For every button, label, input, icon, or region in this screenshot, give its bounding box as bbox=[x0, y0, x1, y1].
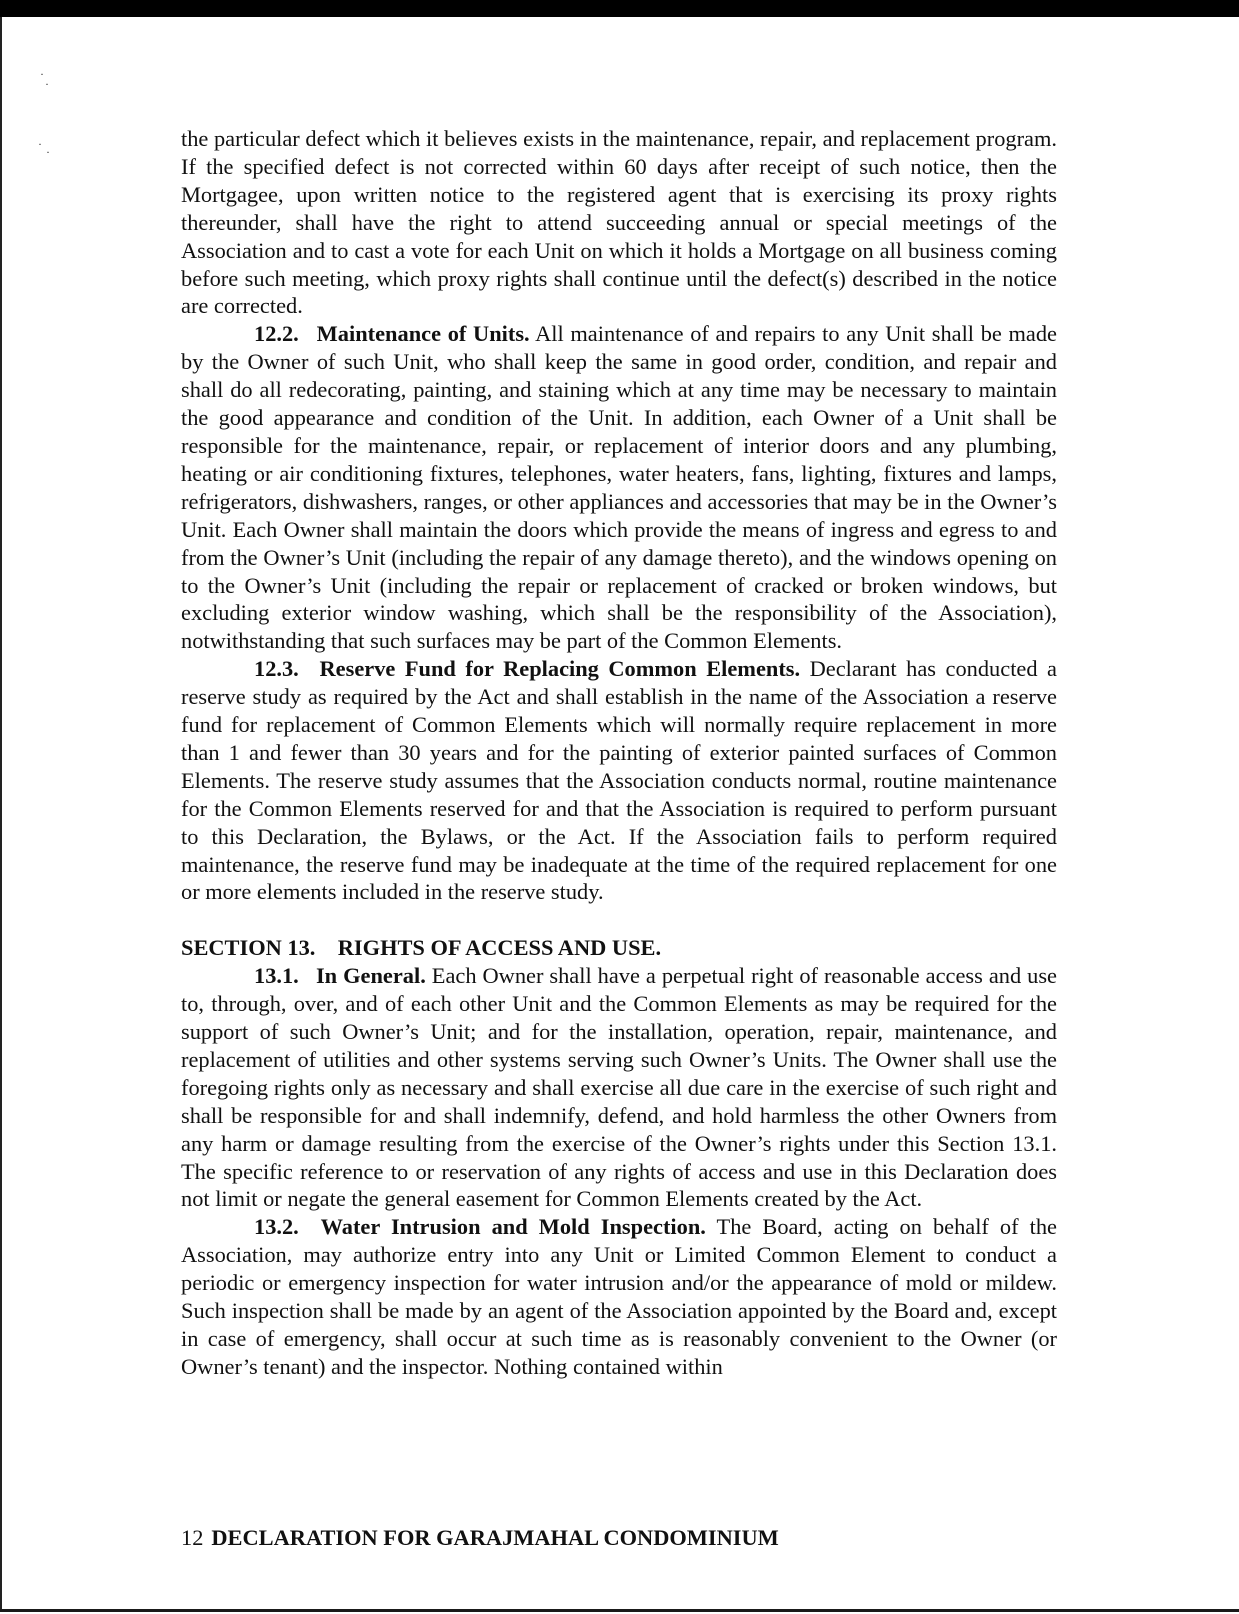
page-number: 12 bbox=[181, 1525, 204, 1550]
paragraph-12-2 bbox=[181, 320, 1057, 655]
paragraph-13-2 bbox=[181, 1213, 1057, 1380]
scan-left-edge bbox=[0, 17, 2, 1609]
scan-speck-mark: · bbox=[45, 77, 49, 91]
subsection-heading-12-3: 12.3. Reserve Fund for Replacing Common Elements. bbox=[254, 656, 801, 682]
scan-speck-mark: · bbox=[40, 67, 44, 81]
footer-document-title: DECLARATION FOR GARAJMAHAL CONDOMINIUM bbox=[211, 1525, 779, 1550]
subsection-heading-13-2: 13.2. Water Intrusion and Mold Inspection. bbox=[254, 1214, 706, 1240]
scan-bottom-border bbox=[0, 1609, 1239, 1612]
subsection-heading-13-1: 13.1. In General. bbox=[254, 963, 426, 989]
scan-speck-mark: · bbox=[46, 145, 50, 159]
paragraph-continued-12-1: the particular defect which it believes exists in the maintenance, repair, and replacement program. If the specified defect is not corrected within 60 days after receipt of such notice, then the Mortgagee, upon written notice to the registered agent that is exercising its proxy rights thereunder, shall have the right to attend succeeding annual or special meetings of the Association and to cast a vote for each Unit on which it holds a Mortgage on all business coming before such meeting, which proxy rights shall continue until the defect(s) described in the notice are corrected. bbox=[181, 126, 1057, 319]
scan-speck-mark: · bbox=[38, 137, 42, 151]
document-body bbox=[181, 125, 1057, 1381]
paragraph-13-1 bbox=[181, 962, 1057, 1213]
paragraph-12-3 bbox=[181, 655, 1057, 906]
section-13-heading: SECTION 13. RIGHTS OF ACCESS AND USE. bbox=[181, 935, 662, 961]
scan-top-border bbox=[0, 0, 1239, 17]
subsection-body-13-2: The Board, acting on behalf of the Association, may authorize entry into any Unit or Limited Common Element to conduct a periodic or emergency inspection for water intrusion and/or the appearance of mold or mildew. Such inspection shall be made by an agent of the Association appointed by the Board and, except in case of emergency, shall occur at such time as is reasonably convenient to the Owner (or Owner’s tenant) and the inspector. Nothing contained within bbox=[181, 1214, 1057, 1379]
subsection-body-13-1: Each Owner shall have a perpetual right of reasonable access and use to, through, over, and of each other Unit and the Common Elements as may be required for the support of such Owner’s Unit; and for the installation, operation, repair, maintenance, and replacement of utilities and other systems serving such Owner’s Units. The Owner shall use the foregoing rights only as necessary and shall exercise all due care in the exercise of such right and shall be responsible for and shall indemnify, defend, and hold harmless the other Owners from any harm or damage resulting from the exercise of the Owner’s rights under this Section 13.1. The specific reference to or reservation of any rights of access and use in this Declaration does not limit or negate the general easement for Common Elements created by the Act. bbox=[181, 963, 1057, 1212]
subsection-body-12-2: All maintenance of and repairs to any Unit shall be made by the Owner of such Unit, who shall keep the same in good order, condition, and repair and shall do all redecorating, painting, and staining which at any time may be necessary to maintain the good appearance and condition of the Unit. In addition, each Owner of a Unit shall be responsible for the maintenance, repair, or replacement of interior doors and any plumbing, heating or air conditioning fixtures, telephones, water heaters, fans, lighting, fixtures and lamps, refrigerators, dishwashers, ranges, or other appliances and accessories that may be in the Owner’s Unit. Each Owner shall maintain the doors which provide the means of ingress and egress to and from the Owner’s Unit (including the repair of any damage thereto), and the windows opening on to the Owner’s Unit (including the repair or replacement of cracked or broken windows, but excluding exterior window washing, which shall be the responsibility of the Association), notwithstanding that such surfaces may be part of the Common Elements. bbox=[181, 321, 1057, 654]
subsection-body-12-3: Declarant has conducted a reserve study as required by the Act and shall establish in the name of the Association a reserve fund for replacement of Common Elements which will normally require replacement in more than 1 and fewer than 30 years and for the painting of exterior painted surfaces of Common Elements. The reserve study assumes that the Association conducts normal, routine maintenance for the Common Elements reserved for and that the Association is required to perform pursuant to this Declaration, the Bylaws, or the Act. If the Association fails to perform required maintenance, the reserve fund may be inadequate at the time of the required replacement for one or more elements included in the reserve study. bbox=[181, 656, 1057, 905]
page-footer bbox=[181, 1524, 779, 1551]
subsection-heading-12-2: 12.2. Maintenance of Units. bbox=[254, 321, 530, 347]
